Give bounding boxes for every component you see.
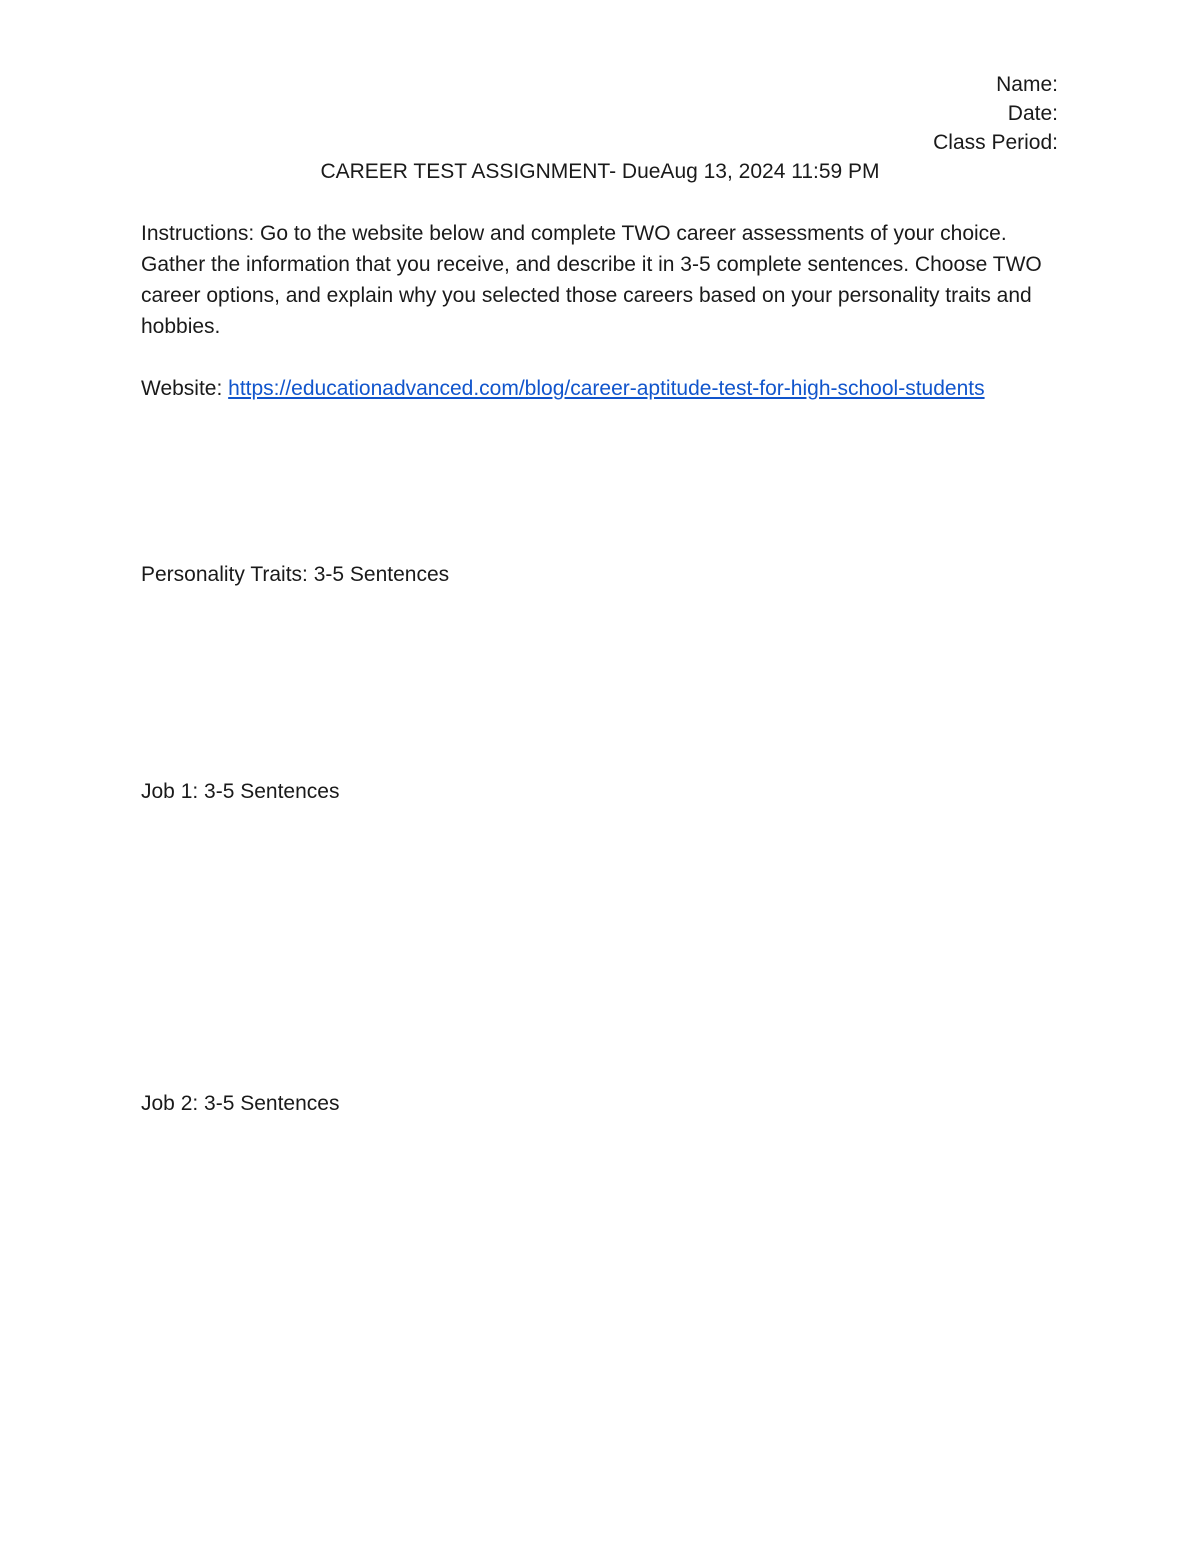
personality-traits-heading: Personality Traits: 3-5 Sentences [141,563,450,586]
job-1-heading: Job 1: 3-5 Sentences [141,780,340,803]
class-period-label: Class Period: [933,131,1058,154]
instructions-paragraph: Instructions: Go to the website below and complete TWO career assessments of your choice. Gather the information that you receive, and describe it in 3-5 complete sentences. Choose TWO career options, and explain why you selected those careers based on your personality traits and hobbies. [141,222,1042,338]
job-2-heading: Job 2: 3-5 Sentences [141,1092,340,1115]
website-label: Website: [141,377,229,400]
website-paragraph [141,373,1059,404]
date-label: Date: [1007,102,1058,125]
document-title: CAREER TEST ASSIGNMENT- DueAug 13, 2024 11:59 PM [320,160,880,183]
student-info-header [933,70,1058,157]
name-label: Name: [996,73,1058,96]
website-link[interactable]: https://educationadvanced.com/blog/career-aptitude-test-for-high-school-students [228,377,985,400]
